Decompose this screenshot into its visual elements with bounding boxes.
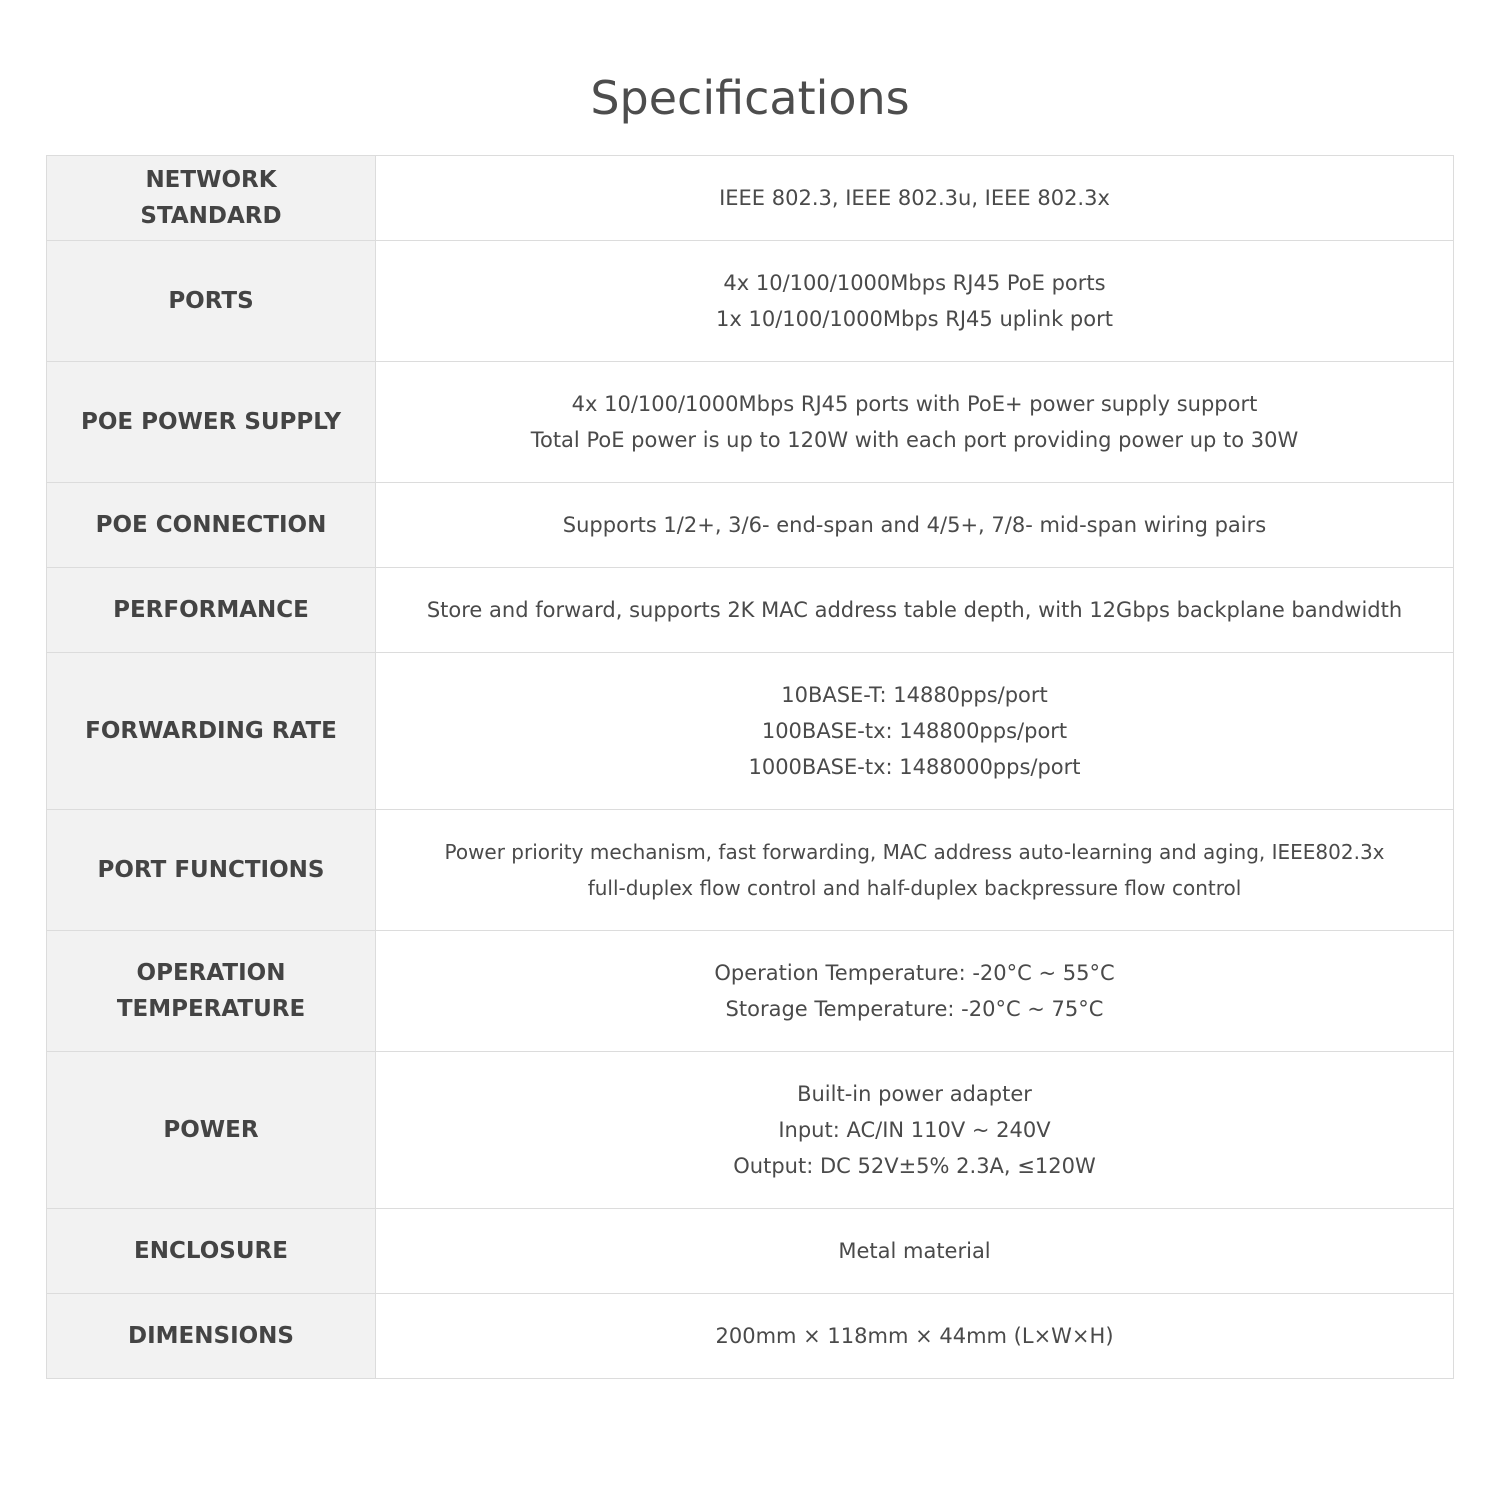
spec-value-line: Output: DC 52V±5% 2.3A, ≤120W <box>733 1154 1096 1178</box>
spec-label-line: PERFORMANCE <box>113 597 309 623</box>
spec-row-port-functions <box>47 810 1454 931</box>
spec-label-line: TEMPERATURE <box>116 996 306 1022</box>
spec-label <box>47 483 376 568</box>
spec-value-line: 100BASE-tx: 148800pps/port <box>761 719 1068 743</box>
spec-table <box>46 155 1454 1379</box>
spec-label <box>47 568 376 653</box>
spec-label <box>47 241 376 362</box>
spec-value-line: Storage Temperature: -20°C ~ 75°C <box>725 997 1104 1021</box>
spec-row-operation-temperature <box>47 931 1454 1052</box>
spec-value-line: 200mm × 118mm × 44mm (L×W×H) <box>715 1324 1114 1348</box>
spec-label-line: NETWORK <box>145 167 277 193</box>
spec-value-line: 1000BASE-tx: 1488000pps/port <box>748 755 1081 779</box>
spec-row-poe-power-supply <box>47 362 1454 483</box>
spec-label-line: OPERATION <box>136 960 286 986</box>
spec-label <box>47 810 376 931</box>
spec-label-line: DIMENSIONS <box>128 1323 294 1349</box>
spec-value <box>376 1294 1454 1379</box>
spec-row-enclosure <box>47 1209 1454 1294</box>
spec-value-line: 4x 10/100/1000Mbps RJ45 PoE ports <box>723 271 1106 295</box>
spec-value <box>376 1052 1454 1209</box>
spec-row-ports <box>47 241 1454 362</box>
spec-row-forwarding-rate <box>47 653 1454 810</box>
spec-value <box>376 156 1454 241</box>
spec-value <box>376 1209 1454 1294</box>
spec-row-power <box>47 1052 1454 1209</box>
page-title: Specifications <box>590 71 910 125</box>
spec-value <box>376 362 1454 483</box>
spec-label-line: PORT FUNCTIONS <box>97 857 325 883</box>
spec-label <box>47 1294 376 1379</box>
spec-value-line: full-duplex flow control and half-duplex backpressure flow control <box>587 876 1242 900</box>
spec-value <box>376 931 1454 1052</box>
spec-value <box>376 568 1454 653</box>
spec-value-line: Operation Temperature: -20°C ~ 55°C <box>714 961 1115 985</box>
spec-value-line: Metal material <box>838 1239 991 1263</box>
spec-label <box>47 362 376 483</box>
spec-row-performance <box>47 568 1454 653</box>
spec-label <box>47 931 376 1052</box>
spec-value <box>376 810 1454 931</box>
spec-label <box>47 653 376 810</box>
spec-value-line: Total PoE power is up to 120W with each port providing power up to 30W <box>530 428 1299 452</box>
spec-label-line: FORWARDING RATE <box>85 718 337 744</box>
spec-value-line: 4x 10/100/1000Mbps RJ45 ports with PoE+ power supply support <box>571 392 1258 416</box>
spec-label-line: POE POWER SUPPLY <box>80 409 342 435</box>
spec-label <box>47 1052 376 1209</box>
spec-value-line: IEEE 802.3, IEEE 802.3u, IEEE 802.3x <box>719 186 1110 210</box>
spec-label-line: POE CONNECTION <box>95 512 327 538</box>
spec-value-line: Power priority mechanism, fast forwarding, MAC address auto-learning and aging, IEEE802.3x <box>444 840 1385 864</box>
spec-value-line: Store and forward, supports 2K MAC address table depth, with 12Gbps backplane bandwidth <box>426 598 1403 622</box>
spec-value-line: 1x 10/100/1000Mbps RJ45 uplink port <box>716 307 1113 331</box>
spec-label <box>47 1209 376 1294</box>
spec-label <box>47 156 376 241</box>
spec-label-line: ENCLOSURE <box>134 1238 288 1264</box>
spec-value <box>376 483 1454 568</box>
spec-value-line: Built-in power adapter <box>797 1082 1032 1106</box>
spec-row-dimensions <box>47 1294 1454 1379</box>
spec-label-line: PORTS <box>168 288 254 314</box>
spec-value-line: Supports 1/2+, 3/6- end-span and 4/5+, 7/8- mid-span wiring pairs <box>562 513 1267 537</box>
spec-value-line: Input: AC/IN 110V ~ 240V <box>778 1118 1051 1142</box>
spec-value-line: 10BASE-T: 14880pps/port <box>781 683 1048 707</box>
spec-label-line: POWER <box>163 1117 259 1143</box>
spec-row-network-standard <box>47 156 1454 241</box>
spec-value <box>376 653 1454 810</box>
spec-row-poe-connection <box>47 483 1454 568</box>
spec-value <box>376 241 1454 362</box>
spec-label-line: STANDARD <box>140 203 282 229</box>
